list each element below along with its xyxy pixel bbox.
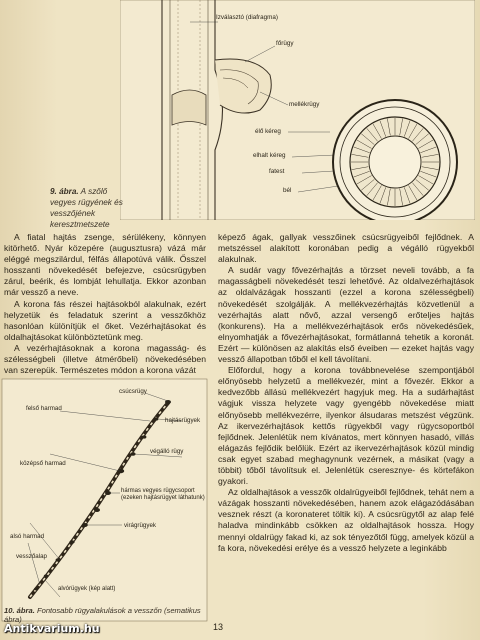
figure-9-caption [50,186,128,230]
fig9-label-living-bark: élő kéreg [255,128,281,135]
fig10-label-middle-third: középső harmad [20,460,66,467]
figure-10-number: 10. ábra. [4,606,35,615]
left-paragraph-2: A korona fás részei hajtásokból alakulnak, ezért helyzetük és feladatuk szerint a vesszőkhöz hasonlóan különítjük el őket. Vezérhajtásokat és oldalhajtásokat különböztetünk meg. [4,298,206,342]
right-paragraph-1: képező ágak, gallyak vesszőinek csúcsrügyeiből fejlődnek. A metszéssel alakított koronában pedig a végálló rügyekből alakulnak. [218,232,474,265]
fig10-label-flower-buds: virágrügyek [124,522,156,529]
fig9-label-pith: bél [283,187,292,194]
fig10-label-tip-bud: csúcsrügy [119,388,147,395]
fig10-label-upper-third: felső harmad [26,405,62,412]
figure-9-illustration [120,0,475,220]
fig9-label-bud: főrügy [276,40,294,47]
fig10-label-lower-third: alsó harmad [10,533,45,540]
left-column-text [4,232,206,376]
right-paragraph-4: Az oldalhajtások a vesszők oldalrügyeiből fejlődnek, tehát nem a vázágak hosszanti növekedésében, hanem azok elágazódásában vesznek részt (a koronateret töltik ki). A csúcsrügytől az alap felé haladva mindinkább csökken az oldalhajtások hossza. Hogy mennyi oldalrügy fakad ki, az sok tényezőtől függ, amelyek közül a fa kora, növekedési erélye és a vessző helyzete a leginkább [218,487,474,553]
left-paragraph-3: A vezérhajtásoknak a korona magasság- és szélességbeli (illetve átmérőbeli) növekedésében van szerepük. Természetes módon a korona vázát [4,342,206,376]
fig9-label-dead-bark: elhalt kéreg [253,152,286,159]
right-column-text [218,232,474,554]
figure-9-caption-text: A szőlő vegyes rügyének és vesszőjének keresztmetszete [50,187,123,229]
right-paragraph-2: A sudár vagy fővezérhajtás a törzset neveli tovább, a fa magasságbeli növekedését teszi lehetővé. Az oldalvezérhajtások az oldalvázágak hosszanti (ezzel a korona szélességbeli) növekedését szolgálják. A mellékvezérhajtás közvetlenül a vezérhajtás alatt nővő, azzal versengő erőteljes hajtás (konkurens). Ha a mellékvezérhajtások erős növekedésűek, elnyomhatják a fővezérhajtásokat, formátlanná tehetik a koronát. Ezért — különösen az alakítás első éveiben — ezeket hajtás vagy vessző állapotban tőből el kell távolítani. [218,265,474,365]
fig10-label-end-bud: végálló rügy [150,448,184,455]
fig10-label-mixed-group: hármas vegyes rügycsoport (ezeken hajtásrügyet láthatunk) [121,488,205,501]
figure-10-caption-text: Fontosabb rügyalakulások a vesszőn (sematikus ábra) [4,606,201,624]
watermark: Antikvarium.hu [4,622,100,635]
page-number: 13 [213,622,224,632]
fig9-label-pith-hole: mellékrügy [289,101,320,108]
fig10-label-base: vesszőalap [16,553,47,560]
left-paragraph-1: A fiatal hajtás zsenge, sérülékeny, könnyen kitörhető. Nyár közepére (augusztusra) vázá már eléggé megszilárdul, félfás állapotúvá válik. Ősszel hosszanti növekedését befejezve, csúcsrügyben zárul, beérik, és lombját lehullatja. Ekkor azonban már vessző a neve. [4,232,206,298]
right-paragraph-3: Előfordul, hogy a korona továbbnevelése szempontjából előnyösebb helyzetű a mellékvezér, mint a fővezér. Ekkor a kedvezőbb állású mellékvezért hagyjuk meg. Ha a sudárhajtást vágjuk vissza helyzete vagy gyengébb növekedése miatt előnyösebb mellékvezérre, ilyenkor álsudaras metszést végzünk. Az ikervezérhajtások kettős rügyekből vagy rügycsoportból fejlődnek. Jelenlétük nem kívánatos, mert könnyen hasadó, villás elágazás fejlődik belőlük. Ezért az ikervezérhajtások közül mindig csak egyet szabad meghagynunk vezérnek, a másikat (vagy a többit) tőből távolítsuk el. Jelenlétük cseresznye- és körtefákon gyakori. [218,365,474,487]
figure-9-number: 9. ábra. [50,187,79,196]
fig10-label-shoot-buds: hajtásrügyek [165,417,201,424]
fig9-label-wood: fatest [269,168,285,175]
fig10-label-sleeping-buds: alvórügyek (kép alatt) [58,586,116,592]
fig9-label-diaphragm: Izválasztó (diafragma) [216,14,278,21]
